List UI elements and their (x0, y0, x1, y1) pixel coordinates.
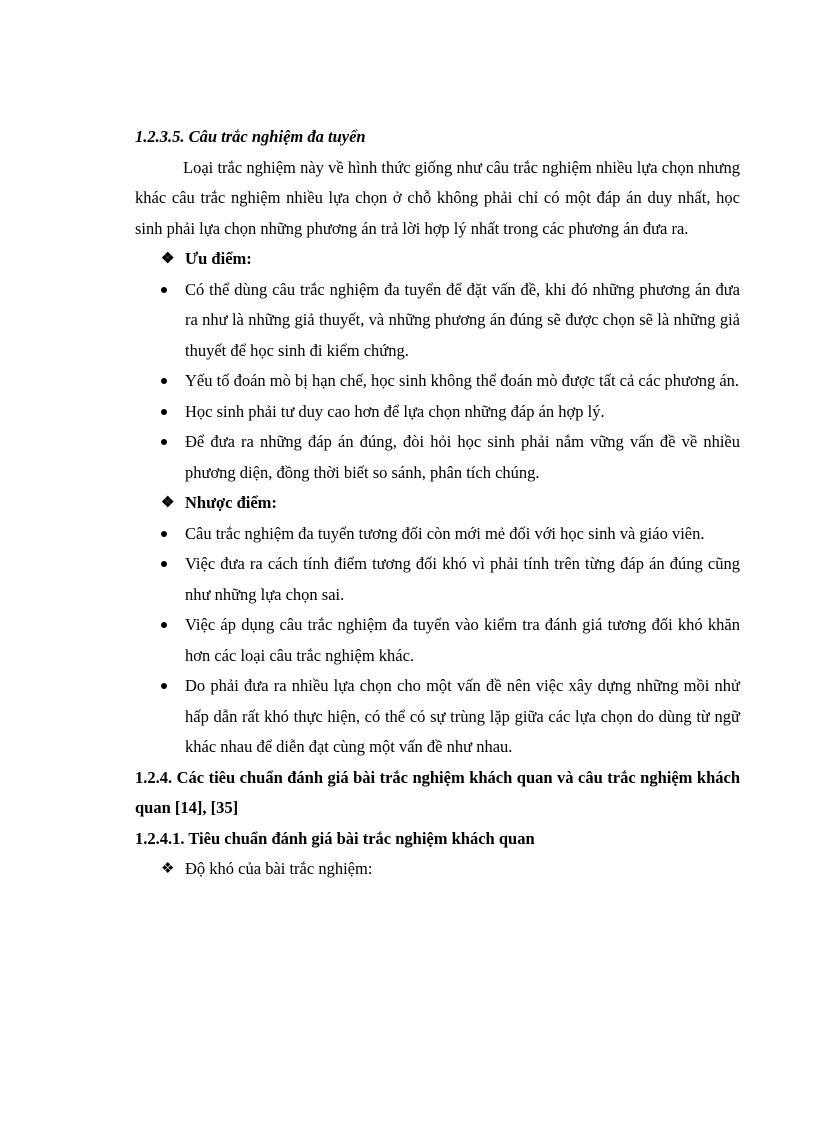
round-bullet-icon (161, 409, 167, 415)
document-page (135, 122, 740, 885)
list-item (135, 275, 740, 367)
round-bullet-icon (161, 439, 167, 445)
list-item-text: Câu trắc nghiệm đa tuyển tương đối còn mới mẻ đối với học sinh và giáo viên. (185, 523, 705, 543)
list-item-text: Học sinh phải tư duy cao hơn để lựa chọn những đáp án hợp lý. (185, 401, 605, 421)
disadvantages-heading (135, 488, 740, 519)
round-bullet-icon (161, 287, 167, 293)
advantages-title: Ưu điểm: (185, 249, 252, 268)
disadvantages-title: Nhược điểm: (185, 493, 277, 512)
list-item (135, 549, 740, 610)
list-item (135, 519, 740, 550)
heading-1241: 1.2.4.1. Tiêu chuẩn đánh giá bài trắc nghiệm khách quan (135, 828, 535, 848)
list-item (135, 671, 740, 763)
round-bullet-icon (161, 531, 167, 537)
list-item (135, 366, 740, 397)
list-item-text: Có thể dùng câu trắc nghiệm đa tuyển để đặt vấn đề, khi đó những phương án đưa ra như là những giả thuyết, và những phương án đúng sẽ được chọn sẽ là những giả thuyết để học sinh đi kiểm chứng. (185, 279, 740, 360)
list-item-text: Việc áp dụng câu trắc nghiệm đa tuyển vào kiểm tra đánh giá tương đối khó khăn hơn các loại câu trắc nghiệm khác. (185, 615, 740, 665)
list-item-text: Do phải đưa ra nhiều lựa chọn cho một vấn đề nên việc xây dựng những mồi nhử hấp dẫn rất khó thực hiện, có thể có sự trùng lặp giữa các lựa chọn do dùng từ ngữ khác nhau để diễn đạt cùng một vấn đề như nhau. (185, 676, 740, 756)
round-bullet-icon (161, 622, 167, 628)
round-bullet-icon (161, 683, 167, 689)
list-item-text: Để đưa ra những đáp án đúng, đòi hỏi học sinh phải nắm vững vấn đề về nhiều phương diện, đồng thời biết so sánh, phân tích chúng. (185, 432, 740, 482)
advantages-heading (135, 244, 740, 275)
heading-124: 1.2.4. Các tiêu chuẩn đánh giá bài trắc nghiệm khách quan và câu trắc nghiệm khách quan [14], [35] (135, 767, 740, 817)
round-bullet-icon (161, 561, 167, 567)
heading-1235: 1.2.3.5. Câu trắc nghiệm đa tuyển (135, 127, 366, 146)
list-item (135, 427, 740, 488)
difficulty-item-text: Độ khó của bài trắc nghiệm: (185, 859, 373, 878)
list-item (135, 610, 740, 671)
intro-paragraph: Loại trắc nghiệm này về hình thức giống như câu trắc nghiệm nhiều lựa chọn nhưng khác câu trắc nghiệm nhiều lựa chọn ở chỗ không phải chỉ có một đáp án duy nhất, học sinh phải lựa chọn những phương án trả lời hợp lý nhất trong các phương án đưa ra. (135, 157, 740, 238)
disadvantages-list (135, 519, 740, 763)
list-item-text: Việc đưa ra cách tính điểm tương đối khó vì phải tính trên từng đáp án đúng cũng như những lựa chọn sai. (185, 554, 740, 604)
diamond-bullet-icon: ❖ (161, 251, 175, 267)
round-bullet-icon (161, 378, 167, 384)
list-item (135, 397, 740, 428)
diamond-bullet-icon: ❖ (161, 495, 175, 511)
advantages-list (135, 275, 740, 489)
list-item-text: Yếu tố đoán mò bị hạn chế, học sinh không thể đoán mò được tất cả các phương án. (185, 371, 740, 390)
diamond-bullet-icon: ❖ (161, 861, 175, 877)
difficulty-item (135, 854, 740, 885)
